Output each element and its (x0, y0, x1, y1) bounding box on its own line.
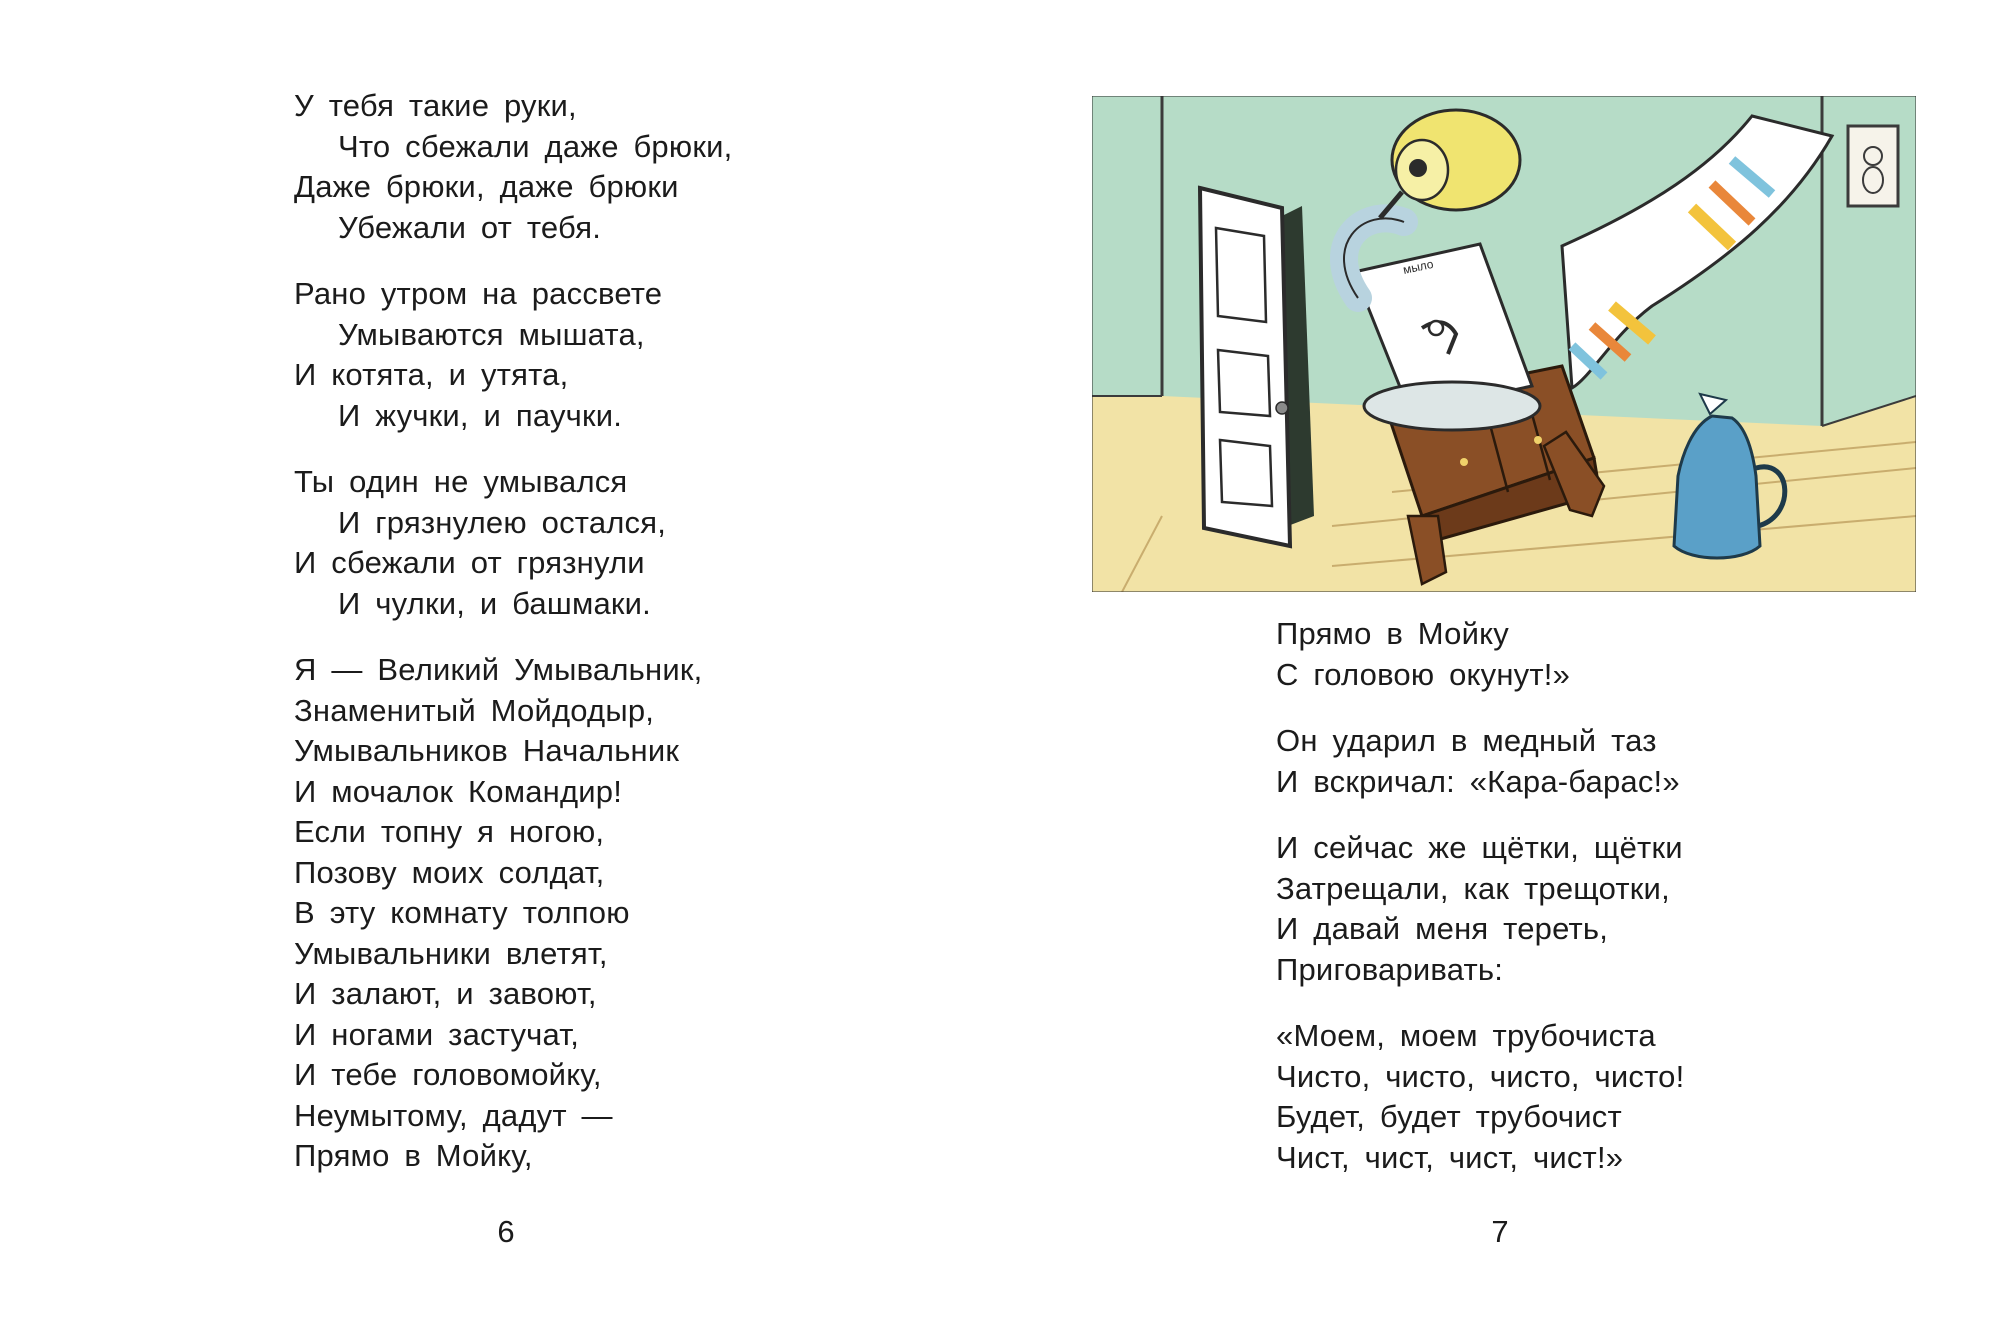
open-door (1200, 188, 1290, 546)
poem-line: Чисто, чисто, чисто, чисто! (1276, 1058, 1685, 1094)
poem-line: В эту комнату толпою (294, 895, 630, 930)
moidodyr-illustration (1092, 96, 1916, 592)
poem-line: Прямо в Мойку (1276, 616, 1509, 651)
poem-line: Знаменитый Мойдодыр, (294, 692, 655, 728)
stanza (294, 86, 974, 248)
poem-line: Ты один не умывался (294, 464, 628, 499)
poem-line: И жучки, и паучки. (338, 397, 623, 433)
poem-line: И залают, и завоют, (294, 976, 597, 1011)
page-number-right: 7 (1491, 1214, 1509, 1249)
poem-line: Умывальников Начальник (294, 733, 680, 768)
poem-line: Убежали от тебя. (338, 209, 602, 245)
poem-line: Я — Великий Умывальник, (294, 652, 703, 687)
poem-line: Умывальники влетят, (294, 935, 608, 971)
stanza (1276, 614, 1956, 695)
right-page (1000, 0, 2000, 1333)
poem-line: Затрещали, как трещотки, (1276, 870, 1670, 906)
poem-text-left (294, 86, 974, 1203)
stanza (1276, 721, 1956, 802)
poem-line: Неумытому, дадут — (294, 1097, 613, 1133)
poem-line: Приговаривать: (1276, 951, 1504, 987)
poem-line: Рано утром на рассвете (294, 276, 663, 311)
poem-line: И сбежали от грязнули (294, 545, 645, 580)
stanza (294, 462, 974, 624)
poem-line: И сейчас же щётки, щётки (1276, 830, 1683, 865)
poem-line: И давай меня тереть, (1276, 911, 1609, 946)
poem-line: И ногами застучат, (294, 1016, 580, 1052)
page-number-left: 6 (497, 1214, 515, 1249)
poem-line: И тебе головомойку, (294, 1057, 602, 1092)
poem-line: Он ударил в медный таз (1276, 723, 1657, 758)
poem-line: Умываются мышата, (338, 316, 645, 352)
poem-line: Позову моих солдат, (294, 854, 605, 890)
poem-line: Даже брюки, даже брюки (294, 169, 679, 204)
sink-label: мыло (1401, 256, 1435, 277)
stanza (294, 274, 974, 436)
poem-text-right (1276, 614, 1956, 1204)
poem-line: У тебя такие руки, (294, 88, 577, 123)
poem-line: Прямо в Мойку, (294, 1138, 533, 1173)
poem-line: И котята, и утята, (294, 357, 569, 392)
poem-line: Чист, чист, чист, чист!» (1276, 1139, 1624, 1175)
stanza (1276, 828, 1956, 990)
stanza (1276, 1016, 1956, 1178)
poem-line: С головою окунут!» (1276, 656, 1571, 692)
cat-picture (1848, 126, 1898, 206)
poem-line: Если топну я ногою, (294, 814, 605, 849)
poem-line: «Моем, моем трубочиста (1276, 1018, 1656, 1053)
stanza (294, 650, 974, 1177)
poem-line: Что сбежали даже брюки, (338, 128, 733, 164)
poem-line: И вскричал: «Кара-барас!» (1276, 763, 1680, 799)
poem-line: И грязнулею остался, (338, 504, 667, 540)
poem-line: Будет, будет трубочист (1276, 1099, 1622, 1134)
poem-line: И чулки, и башмаки. (338, 585, 651, 621)
poem-line: И мочалок Командир! (294, 773, 623, 809)
